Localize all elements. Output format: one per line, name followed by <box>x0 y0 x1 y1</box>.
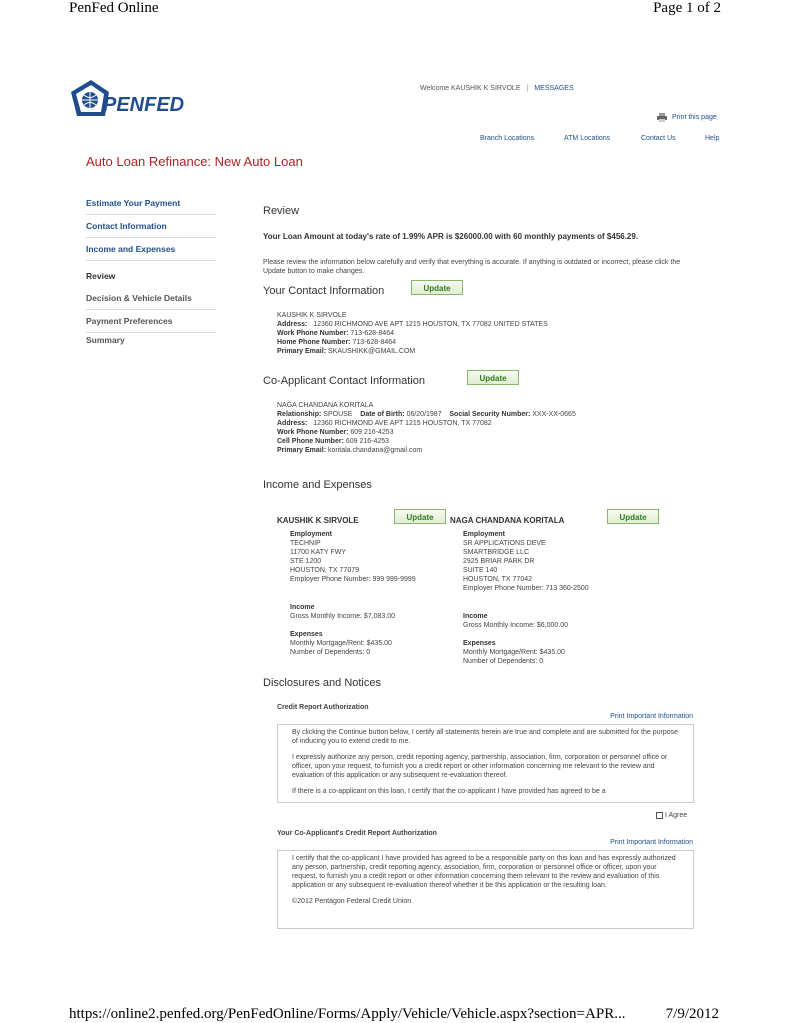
nav-atm-locations[interactable]: ATM Locations <box>564 135 611 142</box>
sidebar-item-estimate-payment[interactable]: Estimate Your Payment <box>86 194 216 215</box>
copyright: ©2012 Pentagon Federal Credit Union <box>292 898 412 905</box>
employer-phone: Employer Phone Number: 999 999-9999 <box>290 576 416 583</box>
update-coapplicant-income-button[interactable]: Update <box>607 509 659 524</box>
contact-home-phone: 713-628-8464 <box>352 339 397 346</box>
contact-email-row <box>277 347 697 356</box>
employer-city: HOUSTON, TX 77042 <box>463 576 532 583</box>
welcome-bar <box>420 85 574 92</box>
mortgage-rent: Monthly Mortgage/Rent: $435.00 <box>463 649 565 656</box>
expenses-label: Expenses <box>290 631 323 638</box>
employer-company: SMARTBRIDGE LLC <box>463 549 529 556</box>
separator: | <box>526 85 529 92</box>
employer-suite: SUITE 140 <box>463 567 498 574</box>
coapplicant-heading: Co-Applicant Contact Information <box>263 375 426 387</box>
print-header-page: Page 1 of 2 <box>653 0 721 16</box>
contact-details <box>277 311 697 356</box>
coapplicant-work-phone: 609 216-4253 <box>350 429 394 436</box>
coapplicant-address-row <box>277 419 697 428</box>
employer-city: HOUSTON, TX 77079 <box>290 567 359 574</box>
svg-text:PENFED: PENFED <box>103 94 185 116</box>
income-label: Income <box>463 613 488 620</box>
nav-help[interactable]: Help <box>705 135 720 142</box>
applicant-expenses <box>290 630 392 657</box>
contact-work-phone: 713-628-8464 <box>350 330 394 337</box>
coapplicant-income-details <box>463 530 589 593</box>
print-important-info-link[interactable]: Print Important Information <box>610 839 693 846</box>
agree-label: I Agree <box>664 812 688 819</box>
dob-label: Date of Birth: <box>360 411 405 418</box>
contact-name: KAUSHIK K SIRVOLE <box>277 312 347 319</box>
employment-label: Employment <box>290 531 333 538</box>
sidebar <box>86 194 216 351</box>
print-important-info-link[interactable]: Print Important Information <box>610 713 693 720</box>
mortgage-rent: Monthly Mortgage/Rent: $435.00 <box>290 640 392 647</box>
credit-auth-paragraph: By clicking the Continue button below, I certify all statements herein are true and complete and are submitted for the purpose of inducing you to extend credit to me. <box>292 729 678 745</box>
printer-icon <box>657 113 667 122</box>
sidebar-item-payment-preferences: Payment Preferences <box>86 310 216 333</box>
applicant-income-name: KAUSHIK K SIRVOLE <box>277 516 359 525</box>
employer-suite: STE 1200 <box>290 558 322 565</box>
page-title: Auto Loan Refinance: New Auto Loan <box>86 154 303 169</box>
income-heading: Income and Expenses <box>263 479 372 491</box>
work-phone-label: Work Phone Number: <box>277 429 349 436</box>
agree-checkbox[interactable] <box>656 812 663 819</box>
disclosures-heading: Disclosures and Notices <box>263 677 381 689</box>
nav-branch-locations[interactable]: Branch Locations <box>480 135 535 142</box>
ssn-label: Social Security Number: <box>449 411 531 418</box>
employer-phone: Employer Phone Number: 713 360-2500 <box>463 585 589 592</box>
coapplicant-relationship: SPOUSE <box>323 411 353 418</box>
email-label: Primary Email: <box>277 447 327 454</box>
sidebar-item-income-expenses[interactable]: Income and Expenses <box>86 238 216 261</box>
applicant-income-amount <box>290 603 395 621</box>
income-label: Income <box>290 604 315 611</box>
dependents: Number of Dependents: 0 <box>463 658 544 665</box>
coapplicant-income-amount <box>463 612 568 630</box>
welcome-text: Welcome KAUSHIK K SIRVOLE <box>420 85 521 92</box>
coapplicant-cell-phone: 609 216-4253 <box>345 438 390 445</box>
messages-link[interactable]: MESSAGES <box>534 85 574 92</box>
penfed-logo[interactable] <box>69 78 193 122</box>
coapplicant-auth-textbox[interactable] <box>277 850 694 929</box>
print-page-link[interactable] <box>657 113 717 122</box>
print-page-label: Print this page <box>672 114 717 121</box>
sidebar-item-decision-vehicle: Decision & Vehicle Details <box>86 287 216 310</box>
review-instructions: Please review the information below carefully and verify that everything is accurate. If anything is outdated or incorrect, please click the Update button to make changes. <box>263 259 681 275</box>
coapplicant-email: koritala.chandana@gmail.com <box>327 447 423 454</box>
sidebar-item-summary: Summary <box>86 335 125 345</box>
credit-auth-paragraph: I expressly authorize any person, credit reporting agency, partnership, association, firm, corporation or personnel office or officer, upon your request, to furnish you a credit report or other information concerning me relevant to the review and evaluation of this application or any subsequent re-evaluation thereof. <box>292 754 668 779</box>
coapplicant-income-name: NAGA CHANDANA KORITALA <box>450 516 565 525</box>
gross-income: Gross Monthly Income: $6,000.00 <box>463 622 569 629</box>
home-phone-label: Home Phone Number: <box>277 339 351 346</box>
employer-name: TECHNIP <box>290 540 321 547</box>
contact-address-row <box>277 320 697 329</box>
review-heading: Review <box>263 205 300 217</box>
contact-email: SKAUSHIKK@GMAIL.COM <box>327 348 416 355</box>
coapplicant-address: 12360 RICHMOND AVE APT 1215 HOUSTON, TX 77082 <box>313 420 492 427</box>
coapplicant-relationship-row <box>277 410 697 419</box>
coapplicant-ssn: XXX-XX-0665 <box>532 411 576 418</box>
relationship-label: Relationship: <box>277 411 322 418</box>
applicant-income-details <box>290 530 416 584</box>
contact-address: 12360 RICHMOND AVE APT 1215 HOUSTON, TX 77082 UNITED STATES <box>313 321 548 328</box>
sidebar-item-contact-information[interactable]: Contact Information <box>86 215 216 238</box>
coapplicant-cell-row <box>277 437 697 446</box>
credit-auth-textbox[interactable] <box>277 724 694 803</box>
loan-summary: Your Loan Amount at today's rate of 1.99% APR is $26000.00 with 60 monthly payments of $456.29. <box>263 232 639 241</box>
coapplicant-dob: 06/20/1987 <box>406 411 442 418</box>
coapplicant-auth-paragraph: I certify that the co-applicant I have provided has agreed to be a responsible party on this loan and has expressly authorized any person, partnership, credit reporting agency, association, firm, corporation or personnel office or officer, upon your request, to furnish you a credit report or other information concerning them relevant to the review and evaluation of this application or any subsequent re-evaluation thereof whether it be this application or the resulting loan. <box>292 855 676 889</box>
print-footer-url: https://online2.penfed.org/PenFedOnline/Forms/Apply/Vehicle/Vehicle.aspx?section=APR... <box>69 1006 626 1022</box>
coapplicant-email-row <box>277 446 697 455</box>
update-coapplicant-button[interactable]: Update <box>467 370 519 385</box>
print-header-title: PenFed Online <box>69 0 159 16</box>
dependents: Number of Dependents: 0 <box>290 649 371 656</box>
employer-street: 2925 BRIAR PARK DR <box>463 558 535 565</box>
update-contact-button[interactable]: Update <box>411 280 463 295</box>
work-phone-label: Work Phone Number: <box>277 330 349 337</box>
coapplicant-name: NAGA CHANDANA KORITALA <box>277 402 374 409</box>
address-label: Address: <box>277 420 308 427</box>
coapplicant-auth-title: Your Co-Applicant's Credit Report Authorization <box>277 830 437 837</box>
contact-home-row <box>277 338 697 347</box>
cell-phone-label: Cell Phone Number: <box>277 438 344 445</box>
employment-label: Employment <box>463 531 506 538</box>
expenses-label: Expenses <box>463 640 496 647</box>
credit-auth-title: Credit Report Authorization <box>277 704 369 711</box>
address-label: Address: <box>277 321 308 328</box>
contact-work-row <box>277 329 697 338</box>
coapplicant-details <box>277 401 697 455</box>
contact-heading: Your Contact Information <box>263 285 385 297</box>
coapplicant-expenses <box>463 639 565 666</box>
update-applicant-income-button[interactable]: Update <box>394 509 446 524</box>
gross-income: Gross Monthly Income: $7,083.00 <box>290 613 396 620</box>
employer-name: SR APPLICATIONS DEVE <box>463 540 546 547</box>
print-footer-date: 7/9/2012 <box>665 1006 719 1022</box>
agree-checkbox-row[interactable] <box>656 811 687 820</box>
sidebar-item-review: Review <box>86 271 116 281</box>
email-label: Primary Email: <box>277 348 327 355</box>
credit-auth-paragraph: If there is a co-applicant on this loan, I certify that the co-applicant I have provided has agreed to be a <box>292 788 606 795</box>
coapplicant-work-row <box>277 428 697 437</box>
employer-street: 11700 KATY FWY <box>290 549 347 556</box>
nav-contact-us[interactable]: Contact Us <box>641 135 676 142</box>
